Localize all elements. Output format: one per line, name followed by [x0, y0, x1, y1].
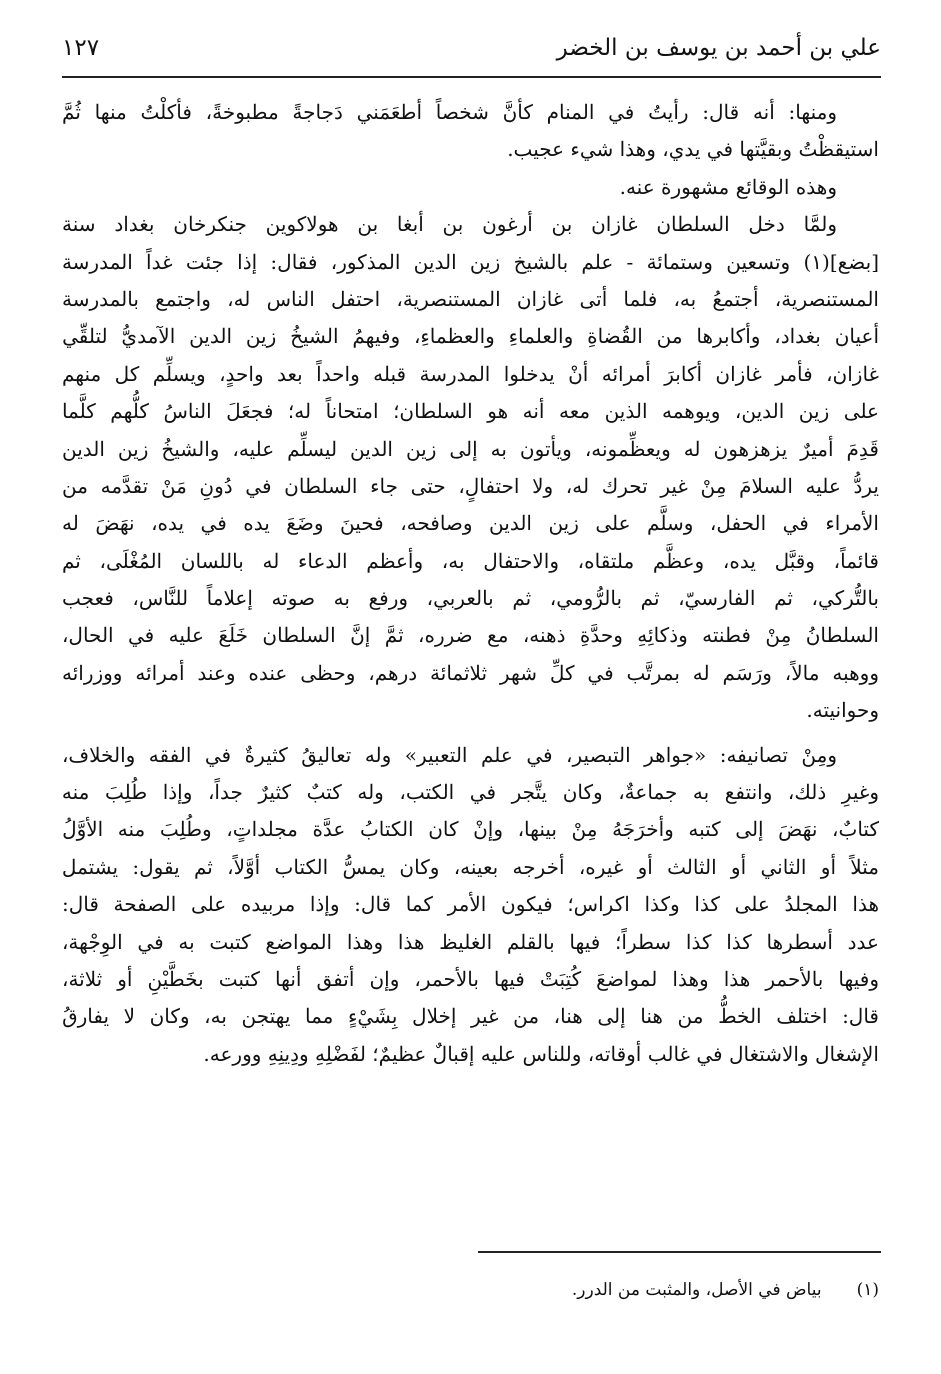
paragraph-events	[62, 169, 879, 206]
text-line: المستنصرية، أجتمعُ به، فلما أتى غازان المستنصرية، احتفل الناس له، واجتمع بالمدرسة	[61, 286, 879, 311]
text-line: يردُّ عليه السلامَ مِنْ غير تحرك له، ولا احتفالٍ، حتى جاء السلطان في دُونِ مَنْ تقدَّمه من	[62, 473, 879, 498]
page-number: ١٢٧	[62, 35, 100, 61]
body-text	[62, 94, 879, 1073]
text-line: الإشغال والاشتغال في غالب أوقاته، وللناس عليه إقبالٌ عظيمٌ؛ لفَضْلِهِ ودِينِهِ وورعه.	[203, 1041, 879, 1066]
footnote-rule	[478, 1251, 881, 1253]
text-line: وهذه الوقائع مشهورة عنه.	[619, 174, 837, 199]
text-line: الأمراء في الحفل، وسلَّم على زين الدين وصافحه، فحينَ وضَعَ يده في يده، نهَضَ له	[62, 511, 879, 536]
text-line: قال: اختلف الخطُّ من هنا إلى هنا، من غير إخلال بِشَيْءٍ مما يهتجن به، وكان لا يفارقُ	[62, 1004, 879, 1029]
text-line: هذا المجلدُ على كذا وكذا اكراس؛ فيكون الأمر كما قال: وإذا مربيده على الصفحة قال:	[61, 892, 879, 917]
text-line: عدد أسطرها كذا كذا سطراً؛ فيها بالقلم الغليظ هذا وهذا المواضع كتبت به في الوِجْهة،	[61, 929, 879, 954]
header-rule	[62, 76, 881, 78]
paragraph-works	[62, 737, 879, 1074]
footnote-text: بياض في الأصل، والمثبت من الدرر.	[571, 1280, 822, 1300]
text-line: أعيان بغداد، وأكابرها من القُضاةِ والعلماءِ والعظماءِ، وفيهمُ الشيخُ زين الدين الآمديُّ لتلقِّي	[62, 324, 879, 349]
text-line: بالتُّركي، ثم الفارسيّ، ثم بالرُّومي، ثم بالعربي، ورفع به صوته إعلاماً للنَّاس، فعجب	[62, 586, 879, 611]
paragraph-dream	[62, 94, 879, 169]
text-line: قائماً، وقبَّل يده، وعظَّم ملتقاه، والاحتفال به، وأعظم الدعاء له باللسان المُغْلَى، ثم	[61, 548, 879, 573]
text-line: مثلاً أو الثاني أو الثالث أو غيره، أخرجه بعينه، وكان يمسُّ الكتاب أوَّلاً، ثم يقول: يشتمل	[61, 854, 879, 879]
text-line: وحوانيته.	[806, 698, 879, 723]
text-line: ووهبه مالاً، ورَسَم له بمرتَّب في كلِّ شهر ثلاثمائة درهم، وحظى عنده وعند أمرائه ووزرائه	[61, 660, 879, 685]
text-line: وغيرِ ذلك، وانتفع به جماعةٌ، وكان يتَّجر في الكتب، وله كتبٌ كثيرٌ جداً، وإذا طُلِبَ منه	[61, 780, 879, 805]
text-line: [بضع](١) وتسعين وستمائة - علم بالشيخ زين الدين المذكور، فقال: إذا جئت غداً المدرسة	[61, 249, 879, 274]
footnote-marker: (١)	[856, 1280, 879, 1300]
text-line: استيقظْتُ وبقيَّتها في يدي، وهذا شيء عجيب.	[507, 137, 879, 162]
running-title: علي بن أحمد بن يوسف بن الخضر	[556, 35, 881, 61]
text-line: ومِنْ تصانيفه: «جواهر التبصير، في علم التعبير» وله تعاليقُ كثيرةٌ في الفقه والخلاف،	[61, 742, 837, 767]
text-line: وفيها بالأحمر هذا وهذا لمواضعَ كُتِبَتْ فيها بالأحمر، وإن أتفق أنها كتبت بخَطَّيْنِ أو ثلاثة،	[61, 966, 879, 991]
text-line: ولمَّا دخل السلطان غازان بن أرغون بن أبغا بن هولاكوين جنكرخان بغداد سنة	[62, 212, 837, 237]
text-line: كتابٌ، نهَضَ إلى كتبه وأخرَجَهُ مِنْ بينها، وإنْ كان الكتابُ عدَّة مجلداتٍ، وطُلِبَ منه الأوَّلُ	[62, 817, 879, 842]
text-line: السلطانُ مِنْ فطنته وذكائِهِ وحدَّةِ ذهنه، مع ضرره، ثمَّ إنَّ السلطان خَلَعَ عليه في الحال،	[61, 623, 879, 648]
text-line: غازان، فأمر غازان أكابرَ أمرائه أنْ يدخلوا المدرسة قبله واحداً بعد واحدٍ، ويسلِّم كل منهم	[61, 361, 879, 386]
text-line: قَدِمَ أميرٌ يزهزهون له ويعظِّمونه، ويأتون به إلى زين الدين ليسلِّم عليه، والشيخُ زين الدين	[61, 436, 879, 461]
text-line: ومنها: أنه قال: رأيتُ في المنام كأنَّ شخصاً أطعَمَني دَجاجةً مطبوخةً، فأكلْتُ منها ثُمَّ	[62, 100, 837, 124]
paragraph-ghazan	[62, 206, 879, 729]
text-line: على زين الدين، ويوهمه الذين معه أنه هو السلطان؛ امتحاناً له؛ فجعَلَ الناسُ كلُّهم كلَّما	[61, 399, 879, 424]
footnote	[62, 1276, 879, 1304]
running-head	[62, 30, 881, 72]
paragraph-gap	[62, 730, 879, 737]
